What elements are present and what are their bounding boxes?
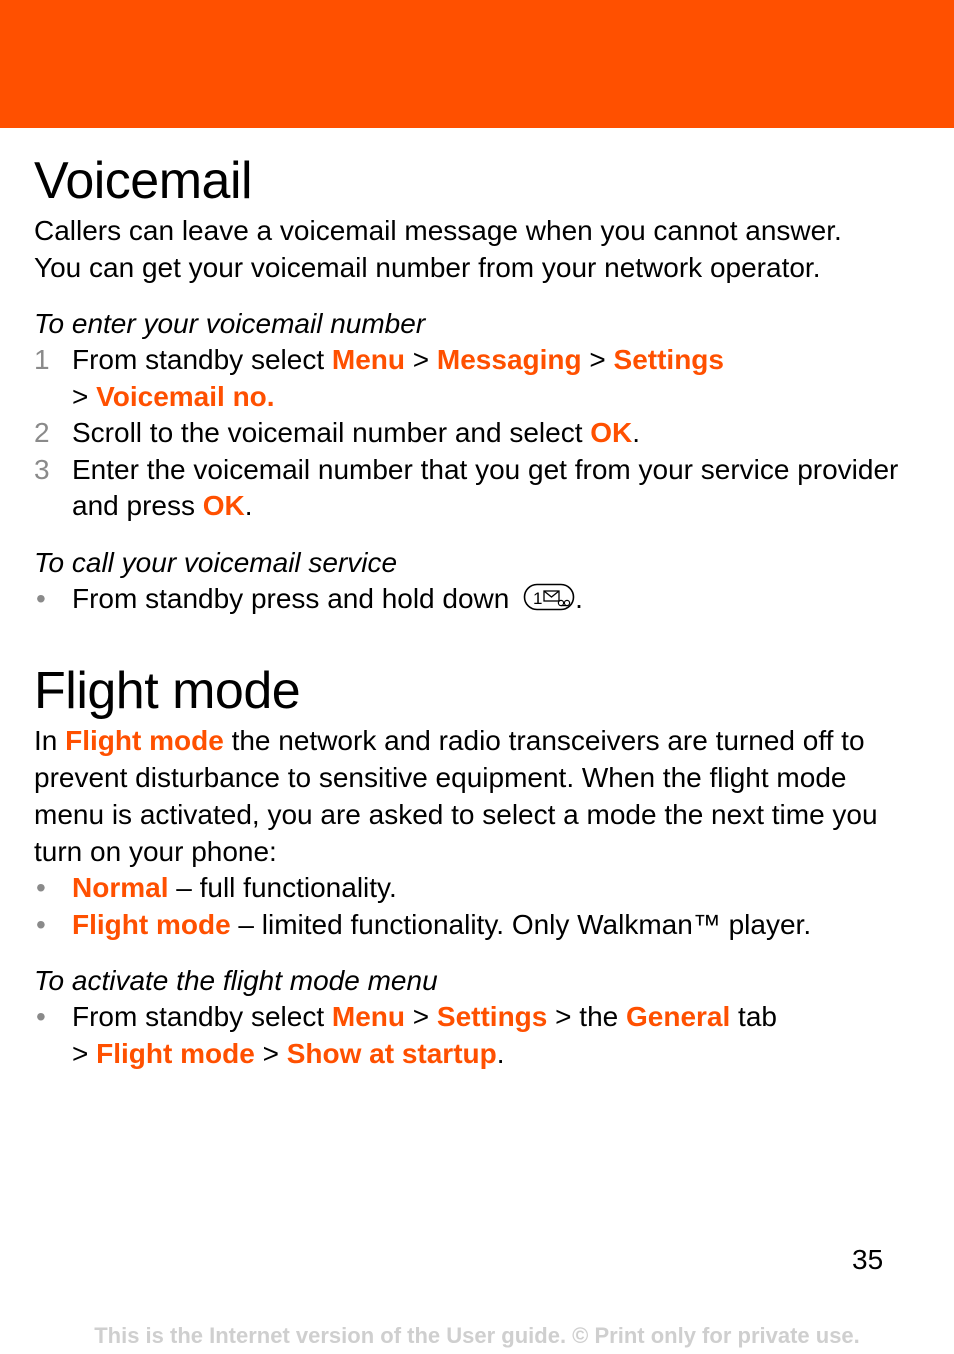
list-item: • From standby press and hold down 1 . xyxy=(34,581,924,621)
list-item: • Flight mode – limited functionality. Only Walkman™ player. xyxy=(34,907,924,944)
ok-link: OK xyxy=(202,490,245,521)
menu-link: Menu xyxy=(331,344,405,375)
voicemail-key-icon xyxy=(523,583,575,621)
flight-mode-option-link: Flight mode xyxy=(72,908,231,940)
step-number: 3 xyxy=(34,453,50,485)
enter-voicemail-steps xyxy=(34,342,924,525)
activate-flight-list xyxy=(34,999,924,1072)
bullet: • xyxy=(36,872,46,903)
step-number: 2 xyxy=(34,417,50,448)
list-item: 3 Enter the voicemail number that you get from your service provider and press OK. xyxy=(34,453,899,521)
show-at-startup-link: Show at startup xyxy=(286,1037,497,1069)
list-item: 1 From standby select Menu > Messaging > Settings > Voicemail no. xyxy=(34,344,724,412)
bullet: • xyxy=(36,582,46,614)
page-content xyxy=(34,150,924,1072)
flight-mode-menu-link: Flight mode xyxy=(96,1037,255,1069)
enter-voicemail-heading: To enter your voicemail number xyxy=(34,308,426,339)
bullet: • xyxy=(36,908,46,940)
voicemail-intro: Callers can leave a voicemail message when you cannot answer. You can get your voicemail number from your network operator. xyxy=(34,215,842,283)
menu-link: Menu xyxy=(331,1001,405,1032)
list-item: • Normal – full functionality. xyxy=(34,870,924,907)
list-item: 2 Scroll to the voicemail number and select OK. xyxy=(34,415,924,452)
bullet: • xyxy=(36,1001,46,1032)
call-voicemail-list xyxy=(34,581,924,621)
settings-link: Settings xyxy=(436,1001,548,1032)
flight-mode-link: Flight mode xyxy=(65,725,224,756)
flight-mode-intro: In Flight mode the network and radio transceivers are turned off to prevent disturbance to sensitive equipment. When the flight mode menu is activated, you are asked to select a mode the next time you turn on your phone: xyxy=(34,725,878,867)
voicemail-title: Voicemail xyxy=(34,152,253,210)
settings-link: Settings xyxy=(613,344,724,375)
ok-link: OK xyxy=(590,417,633,448)
messaging-link: Messaging xyxy=(436,344,582,375)
header-bar xyxy=(0,0,954,128)
step-number: 1 xyxy=(34,344,50,375)
list-item: • From standby select Menu > Settings > the General tab > Flight mode > Show at startup. xyxy=(36,1001,777,1069)
page-number: 35 xyxy=(852,1244,884,1275)
flight-mode-options xyxy=(34,870,924,943)
call-voicemail-heading: To call your voicemail service xyxy=(34,546,398,578)
normal-mode-link: Normal xyxy=(72,872,169,903)
footer-note: This is the Internet version of the User guide. © Print only for private use. xyxy=(94,1323,860,1348)
activate-flight-heading: To activate the flight mode menu xyxy=(34,965,438,996)
key-label: 1 xyxy=(533,588,543,608)
voicemail-no-link: Voicemail no. xyxy=(96,380,275,412)
flight-mode-title: Flight mode xyxy=(34,662,301,720)
general-tab-link: General xyxy=(626,1001,731,1032)
